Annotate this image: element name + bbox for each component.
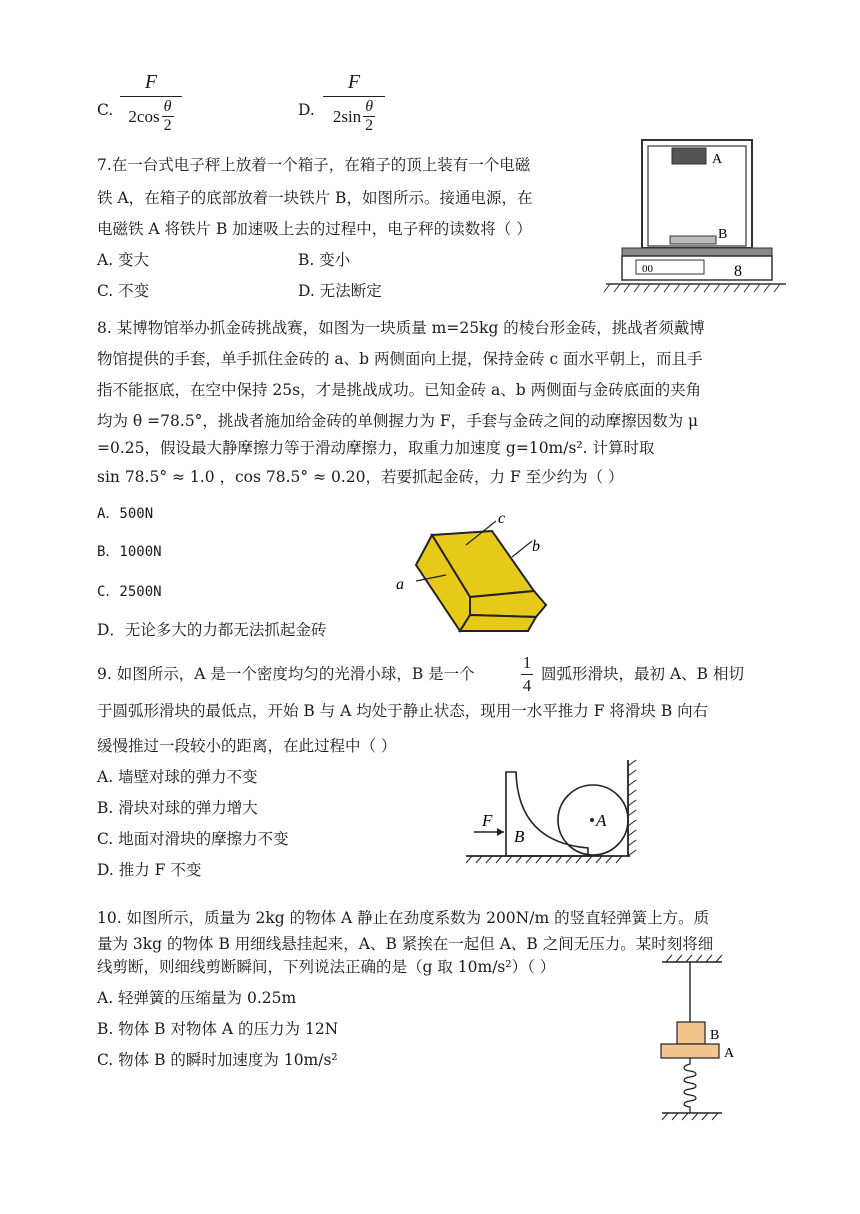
two: 2 [163, 117, 172, 134]
q8-line-1: 8. 某博物馆举办抓金砖挑战赛，如图为一块质量 m=25kg 的棱台形金砖，挑战者须戴博 [97, 319, 705, 337]
q7-line-3: 电磁铁 A 将铁片 B 加速吸上去的过程中，电子秤的读数将（ ） [97, 220, 532, 238]
label-a: a [396, 576, 404, 593]
label-a: A [596, 811, 607, 830]
two: 2 [365, 117, 374, 134]
q8-line-5: =0.25，假设最大静摩擦力等于滑动摩擦力，取重力加速度 g=10m/s². 计算时取 [97, 439, 655, 457]
q9-ball-slider-figure [460, 756, 660, 866]
theta: θ [163, 98, 172, 115]
q9-option-b: B. 滑块对球的弹力增大 [97, 799, 258, 817]
q9-line-1-start: 9. 如图所示，A 是一个密度均匀的光滑小球，B 是一个 [97, 665, 475, 683]
block-b [677, 1022, 705, 1044]
q8-option-b: B．1000N [97, 544, 162, 560]
scale-plate [622, 248, 772, 256]
theta: θ [365, 98, 374, 115]
block-a [661, 1044, 719, 1058]
spring [684, 1058, 696, 1113]
label-a: A [712, 152, 723, 167]
label-c: c [498, 510, 506, 527]
q10-option-c: C. 物体 B 的瞬时加速度为 10m/s² [97, 1051, 338, 1069]
q9-option-d: D. 推力 F 不变 [97, 861, 202, 879]
scale-digit: 8 [734, 263, 742, 280]
q9-line-2: 于圆弧形滑块的最低点，开始 B 与 A 均处于静止状态，现用一水平推力 F 将滑块 B 向右 [97, 702, 709, 720]
label-b: B [718, 227, 728, 242]
fraction-denominator: 2cos [128, 106, 160, 126]
q10-line-2: 量为 3kg 的物体 B 用细线悬挂起来，A、B 紧挨在一起但 A、B 之间无压力。某时刻将细 [97, 935, 714, 953]
electromagnet-a [672, 148, 706, 164]
fraction-numerator: F [347, 71, 361, 93]
q8-line-6: sin 78.5° ≈ 1.0 ，cos 78.5° ≈ 0.20，若要抓起金砖，力 F 至少约为（ ） [97, 468, 624, 486]
label-b: b [532, 538, 540, 555]
iron-plate-b [670, 236, 716, 244]
q10-line-1: 10. 如图所示，质量为 2kg 的物体 A 静止在劲度系数为 200N/m 的竖直轻弹簧上方。质 [97, 909, 710, 927]
q10-option-b: B. 物体 B 对物体 A 的压力为 12N [97, 1020, 339, 1038]
brick-bottom-edge [460, 615, 536, 631]
q8-line-2: 物馆提供的手套，单手抓住金砖的 a、b 两侧面向上提，保持金砖 c 面水平朝上，而且手 [97, 350, 703, 368]
q8-line-4: 均为 θ =78.5°，挑战者施加给金砖的单侧握力为 F，手套与金砖之间的动摩擦因数为 μ [97, 412, 699, 430]
q10-option-a: A. 轻弹簧的压缩量为 0.25m [97, 989, 297, 1007]
q7-option-a: A. 变大 [97, 251, 150, 269]
label-b: B [514, 827, 525, 846]
q8-option-a: A．500N [97, 506, 154, 522]
q6-option-c-label: C. [97, 101, 114, 119]
ground-hatch [604, 284, 780, 292]
q9-line-3: 缓慢推过一段较小的距离，在此过程中（ ） [97, 737, 397, 755]
label-b: B [710, 1028, 720, 1043]
fraction-numerator: 1 [522, 653, 532, 672]
q7-scale-box-figure [600, 130, 800, 300]
q10-line-3: 线剪断，则细线剪断瞬间，下列说法正确的是（g 取 10m/s²）（ ） [97, 958, 556, 976]
q9-option-c: C. 地面对滑块的摩擦力不变 [97, 830, 289, 848]
fraction-denominator: 4 [522, 676, 532, 695]
display-readout: 00 [642, 263, 653, 275]
fraction-denominator: 2sin [332, 106, 362, 126]
q8-gold-brick-figure [388, 505, 568, 635]
q9-quarter-fraction [521, 654, 533, 695]
q7-option-c: C. 不变 [97, 282, 150, 300]
q6-option-c-fraction [120, 70, 182, 134]
q9-line-1-end: 圆弧形滑块，最初 A、B 相切 [541, 665, 744, 683]
q9-option-a: A. 墙壁对球的弹力不变 [97, 768, 258, 786]
q6-option-d-fraction [323, 70, 385, 134]
label-f: F [482, 811, 493, 830]
q8-option-c: C．2500N [97, 584, 162, 600]
q6-option-d-label: D. [298, 101, 315, 119]
q7-line-1: 7.在一台式电子秤上放着一个箱子，在箱子的顶上装有一个电磁 [97, 156, 531, 174]
fraction-numerator: F [144, 71, 158, 93]
q8-option-d: D．无论多大的力都无法抓起金砖 [97, 621, 327, 639]
q7-line-2: 铁 A，在箱子的底部放着一块铁片 B，如图所示。接通电源，在 [97, 189, 533, 207]
label-a: A [724, 1046, 735, 1061]
q8-line-3: 指不能抠底，在空中保持 25s，才是挑战成功。已知金砖 a、b 两侧面与金砖底面的夹角 [97, 381, 702, 399]
q7-option-b: B. 变小 [298, 251, 351, 269]
q10-spring-figure [648, 950, 758, 1130]
q7-option-d: D. 无法断定 [298, 282, 382, 300]
